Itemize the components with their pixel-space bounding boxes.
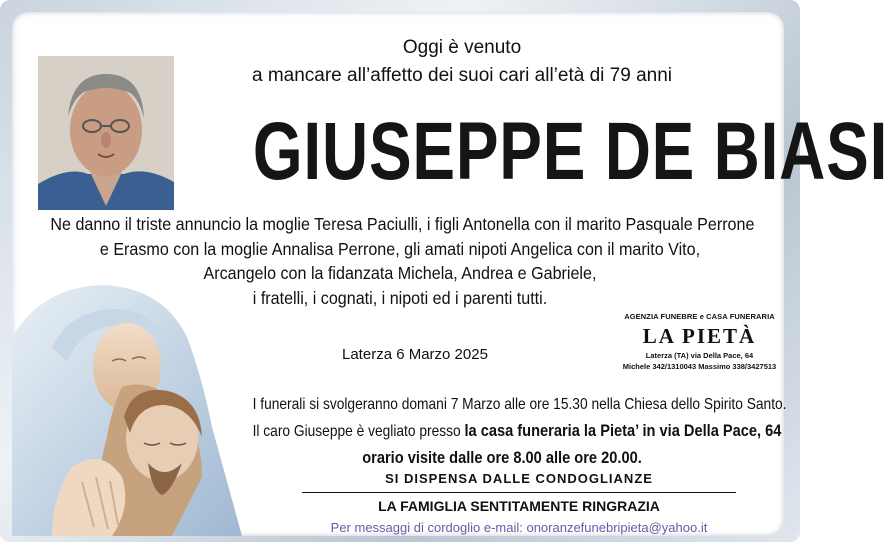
condolence-email: Per messaggi di cordoglio e-mail: onoranzefunebripieta@yahoo.it [330, 520, 708, 535]
funeral-line-1: I funerali si svolgeranno domani 7 Marzo alle ore 15.30 nella Chiesa dello Spirito Santo. [252, 396, 787, 413]
funeral-line-2-prefix: Il caro Giuseppe è vegliato presso [252, 423, 465, 440]
announcement-line-3: Arcangelo con la fidanzata Michela, Andrea e Gabriele, [203, 263, 597, 283]
deceased-portrait [38, 56, 174, 210]
funeral-home-location: la casa funeraria la Pieta’ in via Della Pace, 64 [464, 421, 782, 440]
announcement-line-2: e Erasmo con la moglie Annalisa Perrone, gli amati nipoti Angelica con il marito Vito, [99, 238, 701, 259]
visiting-hours [253, 445, 752, 472]
obituary-poster [12, 12, 888, 536]
intro-line-2: a mancare all’affetto dei suoi cari all’età di 79 anni [251, 65, 672, 86]
funeral-info [212, 392, 792, 472]
deceased-name: GIUSEPPE DE BIASI [252, 106, 888, 197]
funeral-agency-block [612, 312, 787, 371]
agency-phones: Michele 342/1310043 Massimo 338/3427513 [622, 362, 777, 371]
intro-line-1: Oggi è venuto [402, 37, 522, 58]
condolences-note: SI DISPENSA DALLE CONDOGLIANZE [302, 471, 736, 493]
visiting-hours-text: orario visite dalle ore 8.00 alle ore 20.00. [362, 448, 642, 467]
announcement-line-4: i fratelli, i cognati, i nipoti ed i parenti tutti. [252, 287, 548, 308]
agency-address: Laterza (TA) via Della Pace, 64 [645, 351, 754, 360]
intro-text [242, 34, 682, 90]
funeral-line-2 [252, 418, 782, 445]
agency-logo: LA PIETÀ [642, 324, 757, 348]
family-thanks: LA FAMIGLIA SENTITAMENTE RINGRAZIA [378, 498, 660, 514]
announcement-line-1: Ne danno il triste annuncio la moglie Teresa Paciulli, i figli Antonella con il marito Pasquale Perrone [50, 214, 755, 234]
place-and-date: Laterza 6 Marzo 2025 [342, 346, 488, 363]
agency-title: AGENZIA FUNEBRE e CASA FUNERARIA [624, 312, 775, 321]
